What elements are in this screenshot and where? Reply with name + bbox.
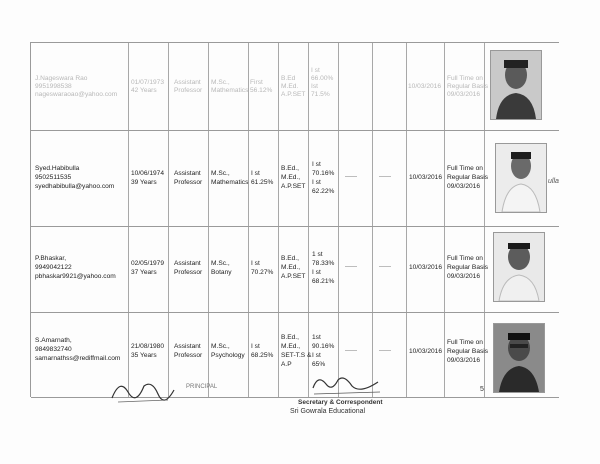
staff-table (30, 42, 559, 397)
staff-other-qual-3: A.P.SET (281, 91, 306, 98)
page-number: 5 (480, 386, 484, 393)
staff-dob: 21/08/1980 (131, 343, 165, 350)
staff-designation-1: Assistant (174, 79, 201, 86)
staff-nature-2: Regular Basis (447, 348, 489, 355)
staff-name: S.Amarnath, (35, 337, 72, 344)
staff-dob: 01/07/1973 (131, 79, 165, 86)
staff-qual-2: Mathematics (211, 179, 249, 186)
institution-label: Sri Gowrala Educational (290, 408, 366, 415)
staff-other-pct-4: 65% (312, 361, 326, 368)
staff-nature-2: Regular Basis (447, 264, 489, 271)
staff-phone: 9951998538 (35, 83, 72, 90)
table-row (31, 42, 559, 131)
blank-dash: ------ (379, 348, 391, 354)
table-row (31, 130, 559, 227)
staff-nature-1: Full Time on (447, 255, 483, 262)
table-row (31, 226, 559, 313)
staff-dob: 02/05/1979 (131, 260, 165, 267)
staff-date: 10/03/2016 (409, 264, 443, 271)
staff-name: J.Nageswara Rao (35, 75, 88, 82)
staff-nature-3: 09/03/2016 (447, 183, 481, 190)
staff-nature-1: Full Time on (447, 339, 483, 346)
staff-pg-class: I st (251, 260, 260, 267)
staff-other-pct-1: 1 st (312, 251, 323, 258)
staff-pg-pct: 61.25% (251, 179, 274, 186)
staff-age: 39 Years (131, 179, 157, 186)
staff-qual-2: Mathematics (211, 87, 249, 94)
staff-date: 10/03/2016 (409, 174, 443, 181)
staff-nature-3: 09/03/2016 (447, 91, 481, 98)
staff-designation-1: Assistant (174, 343, 201, 350)
staff-nature-1: Full Time on (447, 75, 483, 82)
staff-photo (493, 232, 545, 302)
staff-designation-2: Professor (174, 269, 203, 276)
staff-other-qual-3: A.P.SET (281, 273, 306, 280)
staff-other-pct-2: 90.16% (312, 343, 335, 350)
handwritten-mark: ulla (548, 178, 559, 185)
staff-other-qual-2: M.Ed., (281, 174, 301, 181)
staff-nature-2: Regular Basis (447, 83, 489, 90)
staff-designation-2: Professor (174, 87, 203, 94)
staff-qual-1: M.Sc., (211, 170, 230, 177)
staff-pg-pct: 68.25% (251, 352, 274, 359)
staff-other-pct-3: Ist (311, 83, 318, 90)
staff-other-pct-1: 1st (312, 334, 321, 341)
staff-nature-2: Regular Basis (447, 174, 489, 181)
staff-designation-2: Professor (174, 179, 203, 186)
staff-other-qual-2: M.Ed. (281, 83, 299, 90)
staff-designation-2: Professor (174, 352, 203, 359)
staff-pg-class: I st (251, 343, 260, 350)
staff-other-qual-2: M.Ed., (281, 264, 301, 271)
staff-email: pbhaskar9921@yahoo.com (35, 273, 116, 280)
staff-email: syedhabibulla@yahoo.com (35, 183, 115, 190)
staff-qual-2: Psychology (211, 352, 245, 359)
staff-pg-class: First (250, 79, 263, 86)
secretary-signature-icon (308, 370, 383, 398)
staff-other-pct-3: I st (312, 352, 321, 359)
staff-other-pct-4: 68.21% (312, 278, 335, 285)
staff-name: Syed.Habibulla (35, 165, 80, 172)
staff-other-qual-3: SET-T.S & (281, 352, 312, 359)
staff-qual-1: M.Sc., (211, 260, 230, 267)
principal-signature-icon (108, 372, 178, 406)
staff-other-pct-3: I st (312, 179, 321, 186)
staff-age: 35 Years (131, 352, 157, 359)
staff-pg-class: I st (251, 170, 260, 177)
staff-other-pct-3: I st (312, 269, 321, 276)
staff-age: 42 Years (131, 87, 157, 94)
staff-other-qual-4: A.P (281, 361, 292, 368)
staff-other-pct-2: 70.16% (312, 170, 335, 177)
staff-other-qual-1: B.Ed (281, 75, 296, 82)
staff-pg-pct: 70.27% (251, 269, 274, 276)
staff-phone: 9502511535 (35, 174, 72, 181)
blank-dash: ------ (345, 348, 357, 354)
staff-nature-3: 09/03/2016 (447, 273, 481, 280)
staff-photo (490, 50, 542, 120)
blank-dash: ------ (345, 264, 357, 270)
stamp-text: PRINCIPAL (186, 384, 218, 390)
staff-date: 10/03/2016 (408, 83, 442, 90)
staff-dob: 10/06/1974 (131, 170, 165, 177)
staff-qual-1: M.Sc., (211, 79, 230, 86)
staff-other-pct-2: 78.33% (312, 260, 335, 267)
staff-email: samarnathss@rediffmail.com (35, 355, 121, 362)
staff-other-qual-3: A.P.SET (281, 183, 306, 190)
staff-other-pct-4: 62.22% (312, 188, 335, 195)
staff-other-pct-1: I st (312, 161, 321, 168)
staff-designation-1: Assistant (174, 260, 201, 267)
staff-nature-3: 09/03/2016 (447, 357, 481, 364)
staff-qual-2: Botany (211, 269, 232, 276)
staff-other-pct-1: I st (311, 67, 320, 74)
staff-photo (493, 323, 545, 393)
secretary-label: Secretary & Correspondent (298, 399, 383, 406)
blank-dash: ------ (379, 264, 391, 270)
blank-dash: ------ (345, 174, 357, 180)
staff-other-pct-2: 66.00% (311, 75, 334, 82)
staff-phone: 9949042122 (35, 264, 72, 271)
staff-designation-1: Assistant (174, 170, 201, 177)
staff-name: P.Bhaskar, (35, 255, 67, 262)
staff-pg-pct: 56.12% (250, 87, 273, 94)
staff-other-pct-4: 71.5% (311, 91, 330, 98)
staff-other-qual-1: B.Ed., (281, 165, 299, 172)
staff-email: nageswaraoao@yahoo.com (35, 91, 118, 98)
staff-other-qual-1: B.Ed., (281, 334, 299, 341)
staff-nature-1: Full Time on (447, 165, 483, 172)
staff-phone: 9849832740 (35, 346, 72, 353)
blank-dash: ------ (379, 174, 391, 180)
staff-age: 37 Years (131, 269, 157, 276)
staff-date: 10/03/2016 (409, 348, 443, 355)
staff-other-qual-1: B.Ed., (281, 255, 299, 262)
staff-qual-1: M.Sc., (211, 343, 230, 350)
staff-photo (495, 143, 547, 213)
staff-other-qual-2: M.Ed., (281, 343, 301, 350)
